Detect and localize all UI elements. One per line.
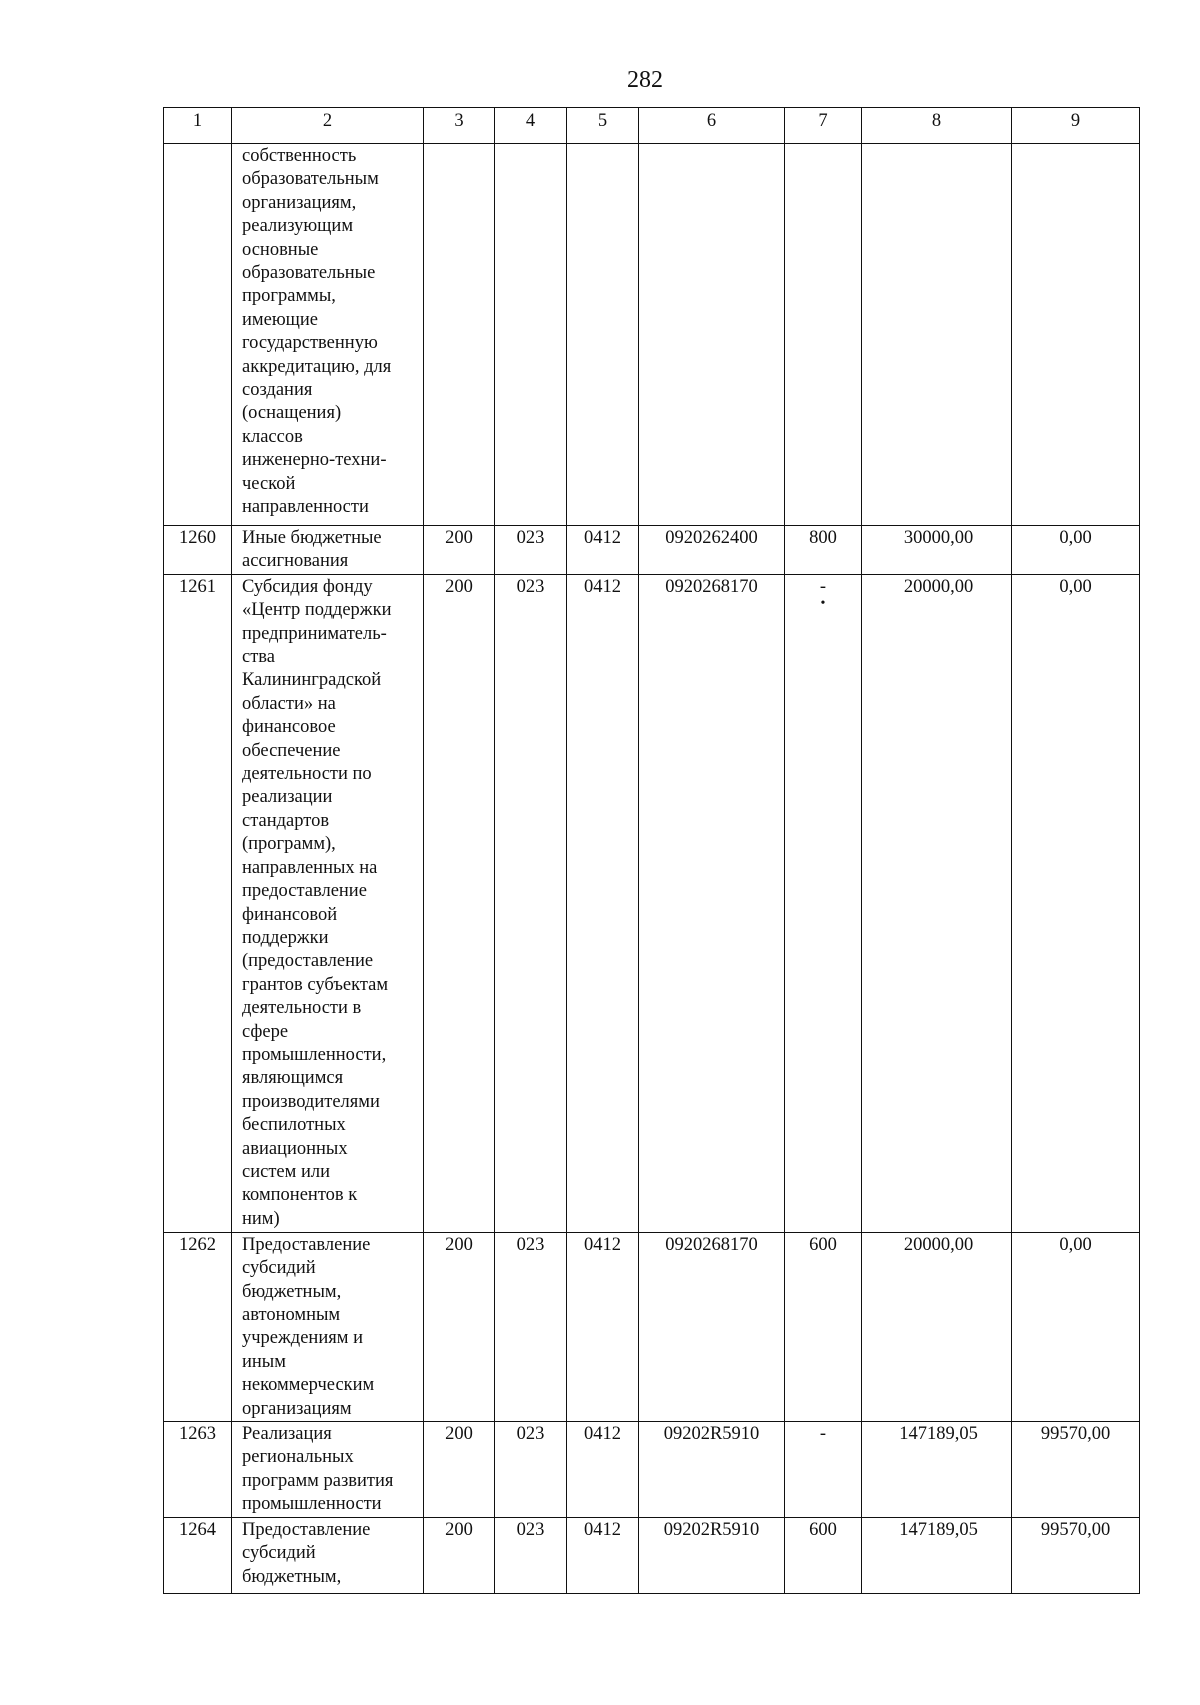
cell-c3: 200 — [424, 1232, 495, 1421]
cell-c4: 023 — [495, 526, 567, 575]
row-number: 1263 — [164, 1422, 232, 1518]
cell-c5: 0412 — [567, 1232, 639, 1421]
cell-c6 — [639, 144, 785, 526]
cell-c5 — [567, 144, 639, 526]
cell-c4: 023 — [495, 574, 567, 1232]
cell-c3: 200 — [424, 526, 495, 575]
row-description: Реализация региональных программ развития промышленности — [232, 1422, 424, 1518]
cell-c4 — [495, 144, 567, 526]
cell-c9: 0,00 — [1012, 1232, 1140, 1421]
table-row — [164, 1517, 1140, 1593]
cell-c7: - — [785, 1422, 862, 1518]
cell-c8: 147189,05 — [862, 1422, 1012, 1518]
col-header-8: 8 — [862, 108, 1012, 144]
col-header-1: 1 — [164, 108, 232, 144]
table-row — [164, 1422, 1140, 1518]
cell-c4: 023 — [495, 1232, 567, 1421]
col-header-4: 4 — [495, 108, 567, 144]
cell-c9: 99570,00 — [1012, 1517, 1140, 1593]
cell-c3: 200 — [424, 1517, 495, 1593]
cell-c4: 023 — [495, 1517, 567, 1593]
row-description: Предоставление субсидий бюджетным, автономным учреждениям и иным некоммерческим организациям — [232, 1232, 424, 1421]
cell-c3 — [424, 144, 495, 526]
cell-c8 — [862, 144, 1012, 526]
row-description: Предоставление субсидий бюджетным, — [232, 1517, 424, 1593]
cell-c6: 0920268170 — [639, 1232, 785, 1421]
cell-c9: 0,00 — [1012, 526, 1140, 575]
cell-c7: 600 — [785, 1517, 862, 1593]
col-header-6: 6 — [639, 108, 785, 144]
cell-c7 — [785, 144, 862, 526]
cell-c7: 600 — [785, 1232, 862, 1421]
cell-c8: 147189,05 — [862, 1517, 1012, 1593]
cell-c5: 0412 — [567, 1517, 639, 1593]
row-description: Иные бюджетные ассигнования — [232, 526, 424, 575]
cell-c9: 99570,00 — [1012, 1422, 1140, 1518]
table-row — [164, 1232, 1140, 1421]
table-row — [164, 526, 1140, 575]
table-row — [164, 574, 1140, 1232]
cell-c6: 0920268170 — [639, 574, 785, 1232]
header-row — [164, 108, 1140, 144]
cell-c7-value: - — [819, 576, 827, 597]
row-number: 1261 — [164, 574, 232, 1232]
cell-c8: 20000,00 — [862, 574, 1012, 1232]
cell-c3: 200 — [424, 1422, 495, 1518]
cell-c5: 0412 — [567, 1422, 639, 1518]
cell-c3: 200 — [424, 574, 495, 1232]
scan-dot-mark: • — [820, 596, 826, 612]
col-header-9: 9 — [1012, 108, 1140, 144]
cell-c9: 0,00 — [1012, 574, 1140, 1232]
cell-c7 — [785, 574, 862, 1232]
cell-c6: 09202R5910 — [639, 1517, 785, 1593]
cell-c4: 023 — [495, 1422, 567, 1518]
col-header-7: 7 — [785, 108, 862, 144]
cell-c9 — [1012, 144, 1140, 526]
col-header-2: 2 — [232, 108, 424, 144]
table-row — [164, 144, 1140, 526]
row-number: 1260 — [164, 526, 232, 575]
page-number: 282 — [627, 67, 663, 93]
cell-c5: 0412 — [567, 574, 639, 1232]
cell-c6: 0920262400 — [639, 526, 785, 575]
cell-c5: 0412 — [567, 526, 639, 575]
col-header-3: 3 — [424, 108, 495, 144]
budget-table — [163, 107, 1140, 1594]
cell-c6: 09202R5910 — [639, 1422, 785, 1518]
row-description: Субсидия фонду «Центр поддержки предприниматель- ства Калининградской области» на финансовое обеспечение деятельности по реализации стандартов (программ), направленных на предоставление финансовой поддержки (предоставление грантов субъектам деятельности в сфере промышленности, являющимся производителями беспилотных авиационных систем или компонентов к ним) — [232, 574, 424, 1232]
cell-c8: 30000,00 — [862, 526, 1012, 575]
row-description: собственность образовательным организациям, реализующим основные образовательные программы, имеющие государственную аккредитацию, для создания (оснащения) классов инженерно-техни- ческой направленности — [232, 144, 424, 526]
cell-c8: 20000,00 — [862, 1232, 1012, 1421]
cell-c7: 800 — [785, 526, 862, 575]
row-number: 1264 — [164, 1517, 232, 1593]
col-header-5: 5 — [567, 108, 639, 144]
row-number — [164, 144, 232, 526]
row-number: 1262 — [164, 1232, 232, 1421]
